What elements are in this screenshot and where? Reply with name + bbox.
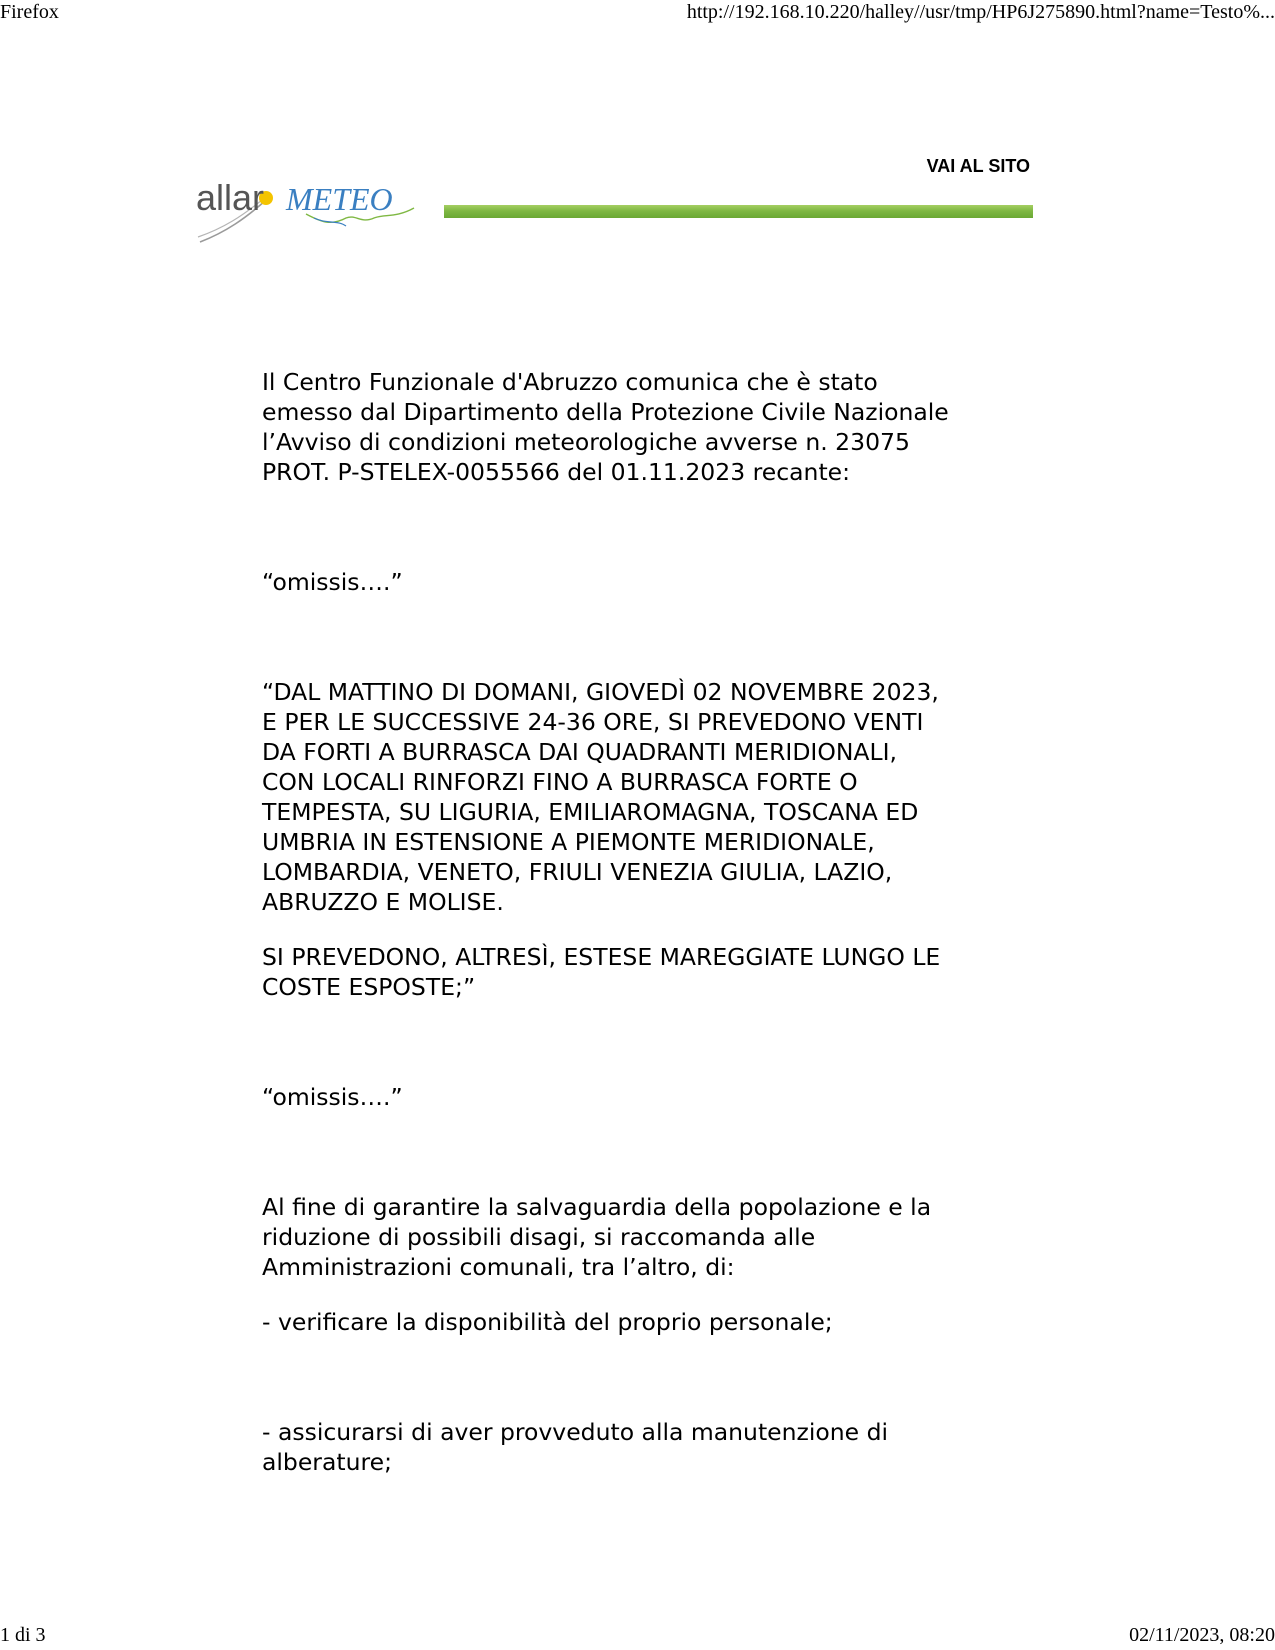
browser-name: Firefox: [0, 1, 59, 23]
message-body: [262, 367, 1022, 1477]
allarmeteo-logo: [196, 170, 426, 250]
page-url: http://192.168.10.220/halley//usr/tmp/HP6J275890.html?name=Testo%...: [686, 1, 1275, 23]
logo-text-allar: allar: [196, 177, 265, 218]
vai-al-sito-link[interactable]: VAI AL SITO: [926, 156, 1030, 176]
page-counter: 1 di 3: [0, 1624, 46, 1646]
print-footer: [0, 1623, 1275, 1649]
omissis-paragraph-2: “omissis….”: [262, 1083, 403, 1111]
print-header: [0, 0, 1275, 26]
list-item-alberature: - assicurarsi di aver provveduto alla manutenzione di alberature;: [262, 1418, 889, 1476]
list-item-personale: - verificare la disponibilità del proprio personale;: [262, 1308, 833, 1336]
logo-graphic: [196, 170, 426, 250]
warning-paragraph: “DAL MATTINO DI DOMANI, GIOVEDÌ 02 NOVEMBRE 2023, E PER LE SUCCESSIVE 24-36 ORE, SI PREVEDONO VENTI DA FORTI A BURRASCA DAI QUADRANTI MERIDIONALI, CON LOCALI RINFORZI FINO A BURRASCA FORTE O TEMPESTA, SU LIGURIA, EMILIAROMAGNA, TOSCANA ED UMBRIA IN ESTENSIONE A PIEMONTE MERIDIONALE, LOMBARDIA, VENETO, FRIULI VENEZIA GIULIA, LAZIO, ABRUZZO E MOLISE.: [262, 678, 939, 916]
header-green-bar: [444, 205, 1033, 218]
intro-paragraph: Il Centro Funzionale d'Abruzzo comunica che è stato emesso dal Dipartimento della Protezione Civile Nazionale l’Avviso di condizioni meteorologiche avverse n. 23075 PROT. P-STELEX-0055566 del 01.11.2023 recante:: [262, 368, 949, 486]
logo-text-meteo: METEO: [286, 181, 393, 217]
print-timestamp: 02/11/2023, 08:20: [1129, 1624, 1275, 1646]
omissis-paragraph-1: “omissis….”: [262, 568, 403, 596]
recommendation-paragraph: Al fine di garantire la salvaguardia della popolazione e la riduzione di possibili disagi, si raccomanda alle Amministrazioni comunali, tra l’altro, di:: [262, 1193, 932, 1281]
warning-paragraph-2: SI PREVEDONO, ALTRESÌ, ESTESE MAREGGIATE LUNGO LE COSTE ESPOSTE;”: [262, 943, 941, 1001]
